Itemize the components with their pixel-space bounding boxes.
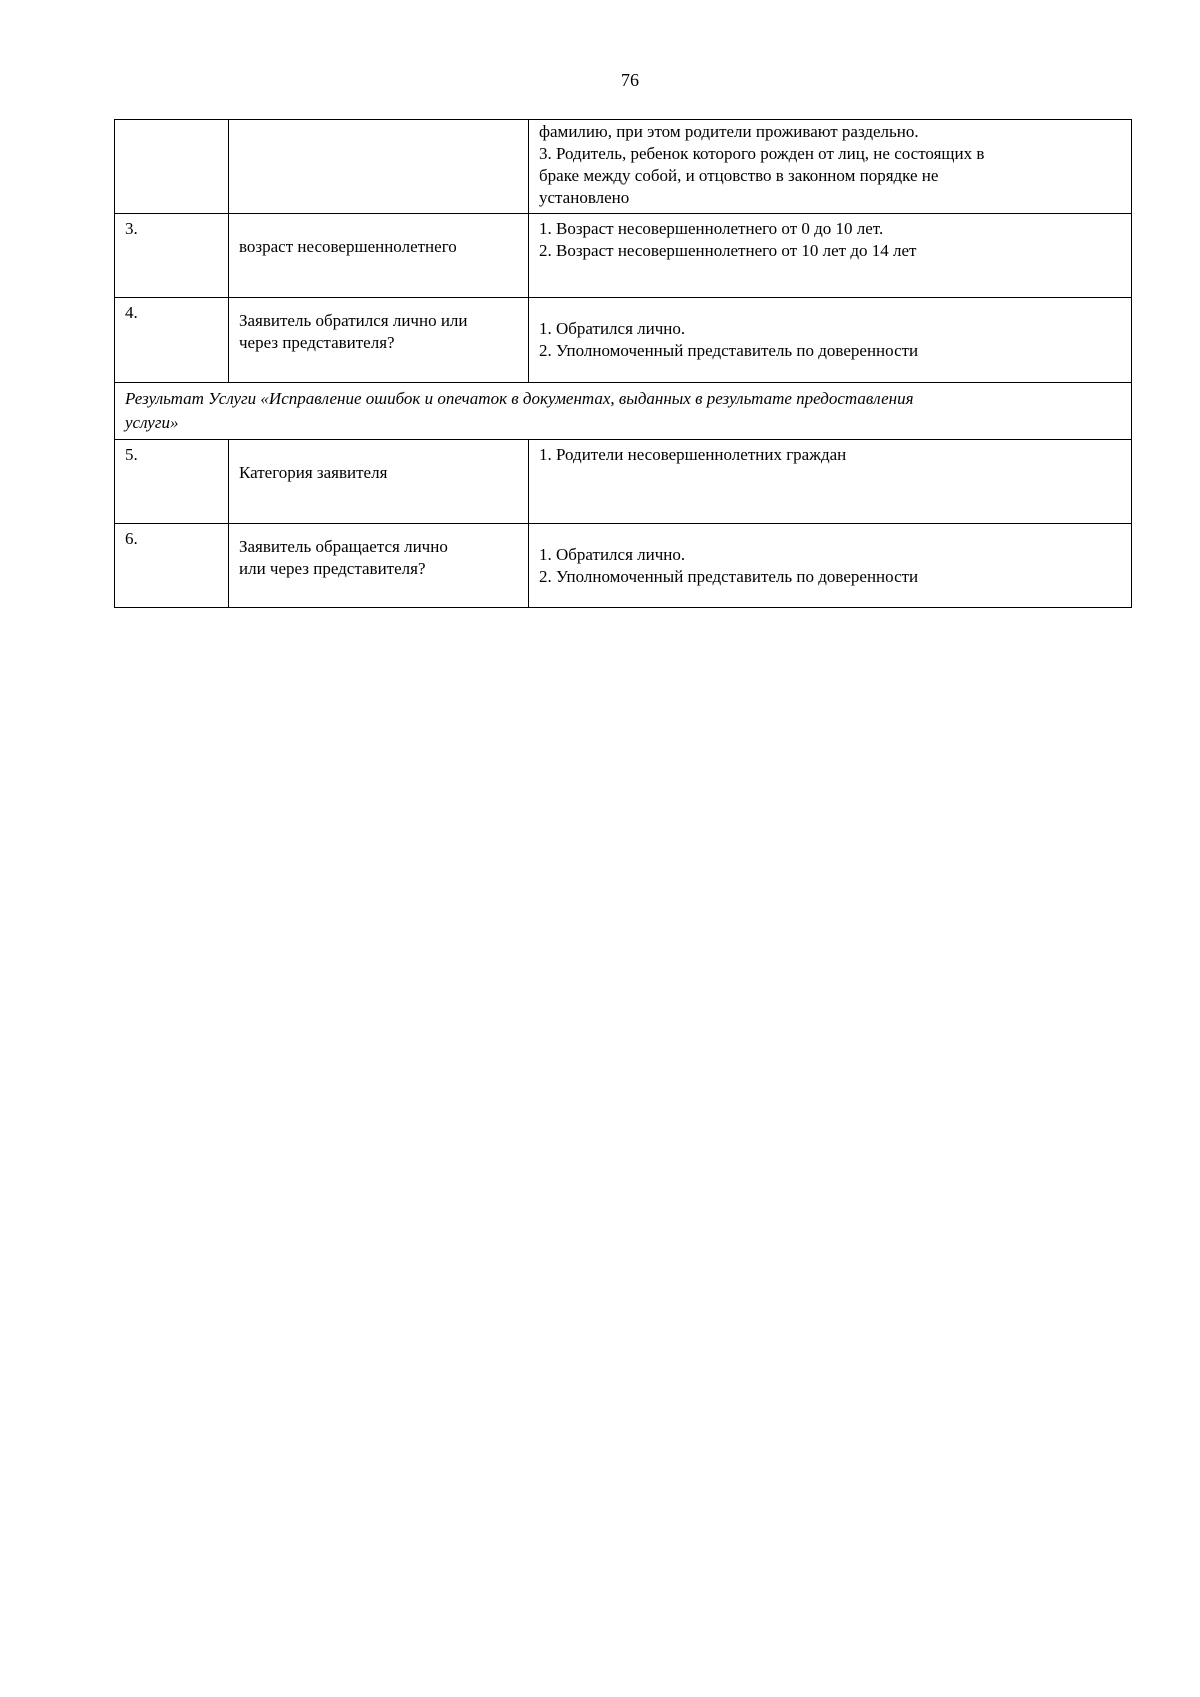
options-cell (529, 214, 1132, 298)
table-row (115, 214, 1132, 298)
options-cell (529, 298, 1132, 383)
table-row (115, 440, 1132, 524)
page-number: 76 (621, 70, 639, 90)
criterion-cell (229, 120, 529, 214)
criterion-line: Категория заявителя (239, 463, 388, 482)
options-cell (529, 120, 1132, 214)
table-row (115, 298, 1132, 383)
option-line: установлено (539, 188, 630, 207)
option-line: 1. Обратился лично. (539, 319, 686, 338)
row-number-cell: 6. (115, 524, 229, 608)
option-line: 2. Возраст несовершеннолетнего от 10 лет до 14 лет (539, 241, 917, 260)
table-row (115, 524, 1132, 608)
option-line: 2. Уполномоченный представитель по доверенности (539, 567, 919, 586)
section-header-line: услуги» (125, 413, 179, 432)
row-number-cell: 3. (115, 214, 229, 298)
table-row (115, 120, 1132, 214)
option-line: фамилию, при этом родители проживают раздельно. (539, 122, 919, 141)
criterion-line: Заявитель обращается лично (239, 537, 448, 556)
section-header-line: Результат Услуги «Исправление ошибок и опечаток в документах, выданных в результате предоставления (125, 389, 914, 408)
row-number-cell (115, 120, 229, 214)
row-number-cell: 4. (115, 298, 229, 383)
criterion-cell (229, 524, 529, 608)
criterion-line: через представителя? (239, 333, 395, 352)
option-line: 2. Уполномоченный представитель по доверенности (539, 341, 919, 360)
option-line: 1. Возраст несовершеннолетнего от 0 до 10 лет. (539, 219, 884, 238)
criterion-cell (229, 440, 529, 524)
option-line: 3. Родитель, ребенок которого рожден от лиц, не состоящих в (539, 144, 985, 163)
options-cell (529, 440, 1132, 524)
criterion-line: Заявитель обратился лично или (239, 311, 468, 330)
criterion-cell (229, 214, 529, 298)
option-line: 1. Обратился лично. (539, 545, 686, 564)
criteria-table (114, 119, 1132, 608)
section-header-row (115, 383, 1132, 440)
row-number-cell: 5. (115, 440, 229, 524)
criterion-line: возраст несовершеннолетнего (239, 237, 457, 256)
option-line: 1. Родители несовершеннолетних граждан (539, 445, 847, 464)
options-cell (529, 524, 1132, 608)
criterion-cell (229, 298, 529, 383)
option-line: браке между собой, и отцовство в законном порядке не (539, 166, 939, 185)
section-header (115, 383, 1132, 440)
criterion-line: или через представителя? (239, 559, 426, 578)
